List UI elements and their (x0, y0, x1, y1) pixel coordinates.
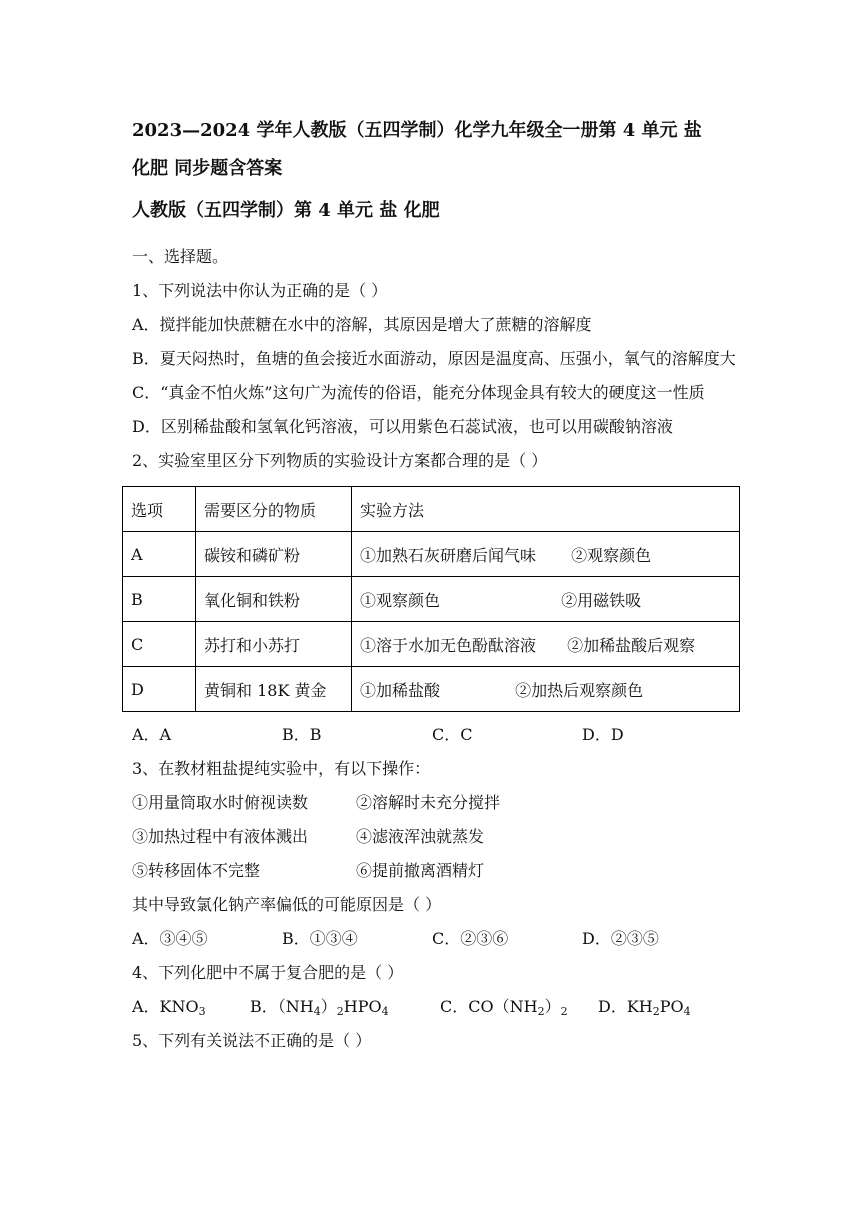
title-line-2: 化肥 同步题含答案 (132, 158, 283, 179)
table-cell-substances: 氧化铜和铁粉 (196, 577, 352, 622)
q2-stem: 2、实验室里区分下列物质的实验设计方案都合理的是（ ） (132, 451, 548, 470)
q3-ops-row (132, 854, 742, 888)
document-title (132, 112, 752, 188)
table-cell-method (352, 532, 740, 577)
question-body (132, 240, 742, 1058)
q3-stem: 3、在教材粗盐提纯实验中，有以下操作： (132, 759, 431, 778)
table-row (123, 667, 740, 712)
section-heading: 一、选择题。 (132, 247, 229, 266)
table-cell-option: C (123, 622, 196, 667)
q3-op: ⑤转移固体不完整 (132, 861, 261, 880)
method-2: ②加热后观察颜色 (515, 680, 644, 700)
q3-question: 其中导致氯化钠产率偏低的可能原因是（ ） (132, 895, 442, 914)
table-row (123, 622, 740, 667)
table-cell-option: D (123, 667, 196, 712)
q4-choice-a: A．$KNO_3$ (132, 997, 206, 1018)
method-1: ①加熟石灰研磨后闻气味 (360, 545, 537, 565)
document-subtitle: 人教版（五四学制）第 4 单元 盐 化肥 (132, 200, 440, 221)
table-cell-option: A (123, 532, 196, 577)
table-cell-substances: 苏打和小苏打 (196, 622, 352, 667)
method-2: ②用磁铁吸 (561, 590, 642, 610)
method-1: ①加稀盐酸 (360, 680, 441, 700)
q3-choice-b: B．①③④ (282, 929, 358, 948)
table-cell-method (352, 622, 740, 667)
q1-option-d: D．区别稀盐酸和氢氧化钙溶液，可以用紫色石蕊试液，也可以用碳酸钠溶液 (132, 417, 673, 436)
q1-option-b: B．夏天闷热时，鱼塘的鱼会接近水面游动，原因是温度高、压强小，氧气的溶解度大 (132, 349, 736, 368)
q3-op: ④滤液浑浊就蒸发 (356, 827, 485, 846)
table-header-row (123, 487, 740, 532)
q3-ops-row (132, 820, 742, 854)
method-2: ②观察颜色 (571, 545, 652, 565)
q4-stem: 4、下列化肥中不属于复合肥的是（ ） (132, 963, 404, 982)
q3-op: ①用量筒取水时俯视读数 (132, 793, 309, 812)
q3-choice-a: A．③④⑤ (132, 929, 208, 948)
q3-choice-c: C．②③⑥ (432, 929, 509, 948)
table-header-cell: 需要区分的物质 (196, 487, 352, 532)
q4-choices (132, 990, 742, 1024)
q2-table (122, 486, 740, 712)
q4-choice-b: B．$(NH_4)_2HPO_4$ (250, 997, 389, 1018)
q2-choice-c: C．C (432, 725, 473, 744)
q3-ops-row (132, 786, 742, 820)
q4-choice-c: C．$CO(NH_2)_2$ (440, 997, 568, 1018)
title-line-1: 2023—2024 学年人教版（五四学制）化学九年级全一册第 4 单元 盐 (132, 120, 702, 141)
q2-choice-a: A．A (132, 725, 172, 744)
q3-op: ⑥提前撤离酒精灯 (356, 861, 485, 880)
table-cell-method (352, 577, 740, 622)
q3-choices (132, 922, 742, 956)
title-block (132, 112, 752, 230)
q1-stem: 1、下列说法中你认为正确的是（ ） (132, 281, 388, 300)
q2-choices (132, 718, 742, 752)
q1-option-a: A．搅拌能加快蔗糖在水中的溶解，其原因是增大了蔗糖的溶解度 (132, 315, 592, 334)
q3-op: ③加热过程中有液体溅出 (132, 827, 309, 846)
q3-op: ②溶解时未充分搅拌 (356, 793, 501, 812)
q2-choice-b: B．B (282, 725, 322, 744)
table-cell-substances: 黄铜和 18K 黄金 (196, 667, 352, 712)
table-cell-method (352, 667, 740, 712)
table-cell-substances: 碳铵和磷矿粉 (196, 532, 352, 577)
q3-choice-d: D．②③⑤ (582, 929, 659, 948)
q4-choice-d: D．$KH_2PO_4$ (598, 997, 691, 1018)
q5-stem: 5、下列有关说法不正确的是（ ） (132, 1031, 372, 1050)
table-row (123, 532, 740, 577)
method-1: ①观察颜色 (360, 590, 441, 610)
q2-choice-d: D．D (582, 725, 624, 744)
method-2: ②加稀盐酸后观察 (567, 635, 696, 655)
method-1: ①溶于水加无色酚酞溶液 (360, 635, 537, 655)
table-header-cell: 选项 (123, 487, 196, 532)
table-row (123, 577, 740, 622)
table-header-cell: 实验方法 (352, 487, 740, 532)
table-cell-option: B (123, 577, 196, 622)
q1-option-c: C．“真金不怕火炼”这句广为流传的俗语，能充分体现金具有较大的硬度这一性质 (132, 383, 705, 402)
